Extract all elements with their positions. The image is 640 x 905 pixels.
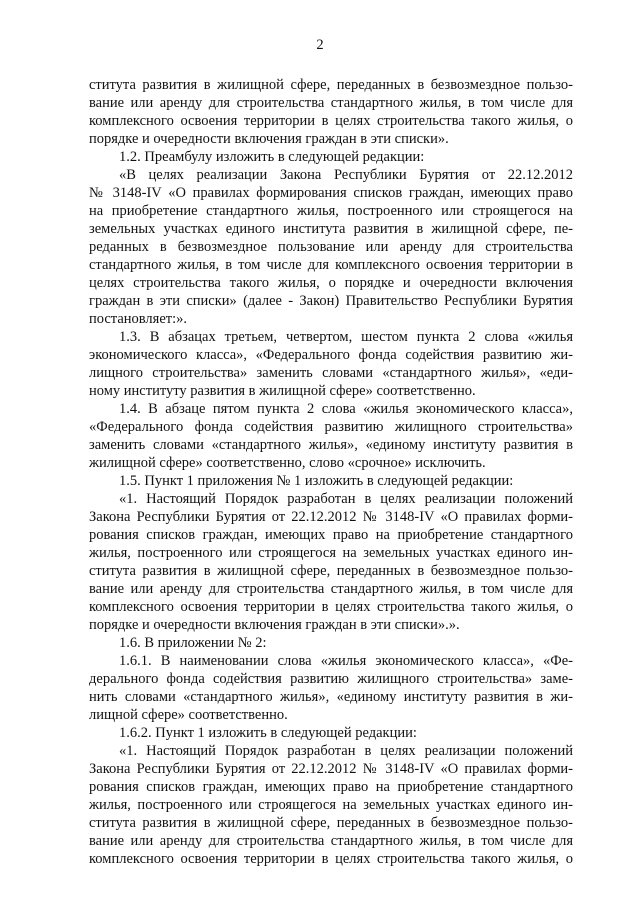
text-line: 1.4. В абзаце пятом пункта 2 слова «жилья экономического класса»,: [119, 401, 573, 417]
text-line: рования списков граждан, имеющих право на приобретение стандартного: [89, 779, 573, 795]
text-line: жилья, построенного или строящегося на земельных участках единого ин-: [89, 797, 573, 813]
text-line: 1.6.2. Пункт 1 изложить в следующей редакции:: [119, 725, 417, 741]
text-line: 1.6. В приложении № 2:: [119, 635, 267, 651]
text-line: вание или аренду для строительства стандартного жилья, в том числе для: [89, 833, 573, 849]
text-line: комплексного освоения территории в целях строительства такого жилья, о: [89, 599, 573, 615]
text-line: порядке и очередности включения граждан в эти списки».».: [89, 617, 460, 633]
text-line: стандартного жилья, в том числе для комплексного освоения территории в: [89, 257, 573, 273]
text-line: лищного строительства» заменить словами «стандартного жилья», «еди-: [89, 365, 573, 381]
page-number: 2: [316, 37, 324, 53]
paragraph: [89, 652, 573, 724]
text-line: постановляет:».: [89, 311, 188, 327]
text-line: дерального фонда содействия развитию жилищного строительства» заме-: [89, 671, 573, 687]
text-line: вание или аренду для строительства стандартного жилья, в том числе для: [89, 95, 573, 111]
paragraph: [89, 742, 573, 868]
text-line: ститута развития в жилищной сфере, переданных в безвозмездное пользо-: [89, 563, 573, 579]
text-line: экономического класса», «Федерального фонда содействия развитию жи-: [89, 347, 573, 363]
text-line: Закона Республики Бурятия от 22.12.2012 № 3148-IV «О правилах форми-: [89, 761, 573, 777]
text-line: жилищной сфере» соответственно, слово «срочное» исключить.: [89, 455, 486, 471]
paragraph: [89, 490, 573, 634]
text-line: комплексного освоения территории в целях строительства такого жилья, о: [89, 851, 573, 867]
paragraph: [89, 328, 573, 400]
text-line: лищной сфере» соответственно.: [89, 707, 288, 723]
text-line: ному институту развития в жилищной сфере» соответственно.: [89, 383, 476, 399]
paragraph: [89, 76, 573, 148]
paragraph: [89, 400, 573, 472]
text-line: Закона Республики Бурятия от 22.12.2012 № 3148-IV «О правилах форми-: [89, 509, 573, 525]
text-line: «1. Настоящий Порядок разработан в целях реализации положений: [119, 491, 573, 507]
document-body: [89, 76, 573, 868]
text-line: земельных участках единого института развития в жилищной сфере, пе-: [89, 221, 573, 237]
paragraph: [89, 166, 573, 328]
text-line: ститута развития в жилищной сфере, переданных в безвозмездное пользо-: [89, 77, 573, 93]
paragraph: [89, 724, 573, 742]
text-line: нить словами «стандартного жилья», «единому институту развития в жи-: [89, 689, 573, 705]
text-line: жилья, построенного или строящегося на земельных участках единого ин-: [89, 545, 573, 561]
text-line: «Федерального фонда содействия развитию жилищного строительства»: [89, 419, 573, 435]
text-line: 1.3. В абзацах третьем, четвертом, шестом пункта 2 слова «жилья: [119, 329, 573, 345]
text-line: целях строительства такого жилья, о порядке и очередности включения: [89, 275, 573, 291]
text-line: комплексного освоения территории в целях строительства такого жилья, о: [89, 113, 573, 129]
text-line: граждан в эти списки» (далее - Закон) Правительство Республики Бурятия: [89, 293, 573, 309]
text-line: на приобретение стандартного жилья, построенного или строящегося на: [89, 203, 573, 219]
text-line: порядке и очередности включения граждан в эти списки».: [89, 131, 449, 147]
text-line: «1. Настоящий Порядок разработан в целях реализации положений: [119, 743, 573, 759]
text-line: ститута развития в жилищной сфере, переданных в безвозмездное пользо-: [89, 815, 573, 831]
text-line: 1.2. Преамбулу изложить в следующей редакции:: [119, 149, 425, 165]
text-line: № 3148-IV «О правилах формирования списков граждан, имеющих право: [89, 185, 573, 201]
text-line: рования списков граждан, имеющих право на приобретение стандартного: [89, 527, 573, 543]
text-line: реданных в безвозмездное пользование или аренду для строительства: [89, 239, 573, 255]
text-line: заменить словами «стандартного жилья», «единому институту развития в: [89, 437, 573, 453]
paragraph: [89, 148, 573, 166]
paragraph: [89, 472, 573, 490]
text-line: 1.6.1. В наименовании слова «жилья экономического класса», «Фе-: [119, 653, 573, 669]
text-line: 1.5. Пункт 1 приложения № 1 изложить в следующей редакции:: [119, 473, 514, 489]
text-line: «В целях реализации Закона Республики Бурятия от 22.12.2012: [119, 167, 573, 183]
text-line: вание или аренду для строительства стандартного жилья, в том числе для: [89, 581, 573, 597]
paragraph: [89, 634, 573, 652]
